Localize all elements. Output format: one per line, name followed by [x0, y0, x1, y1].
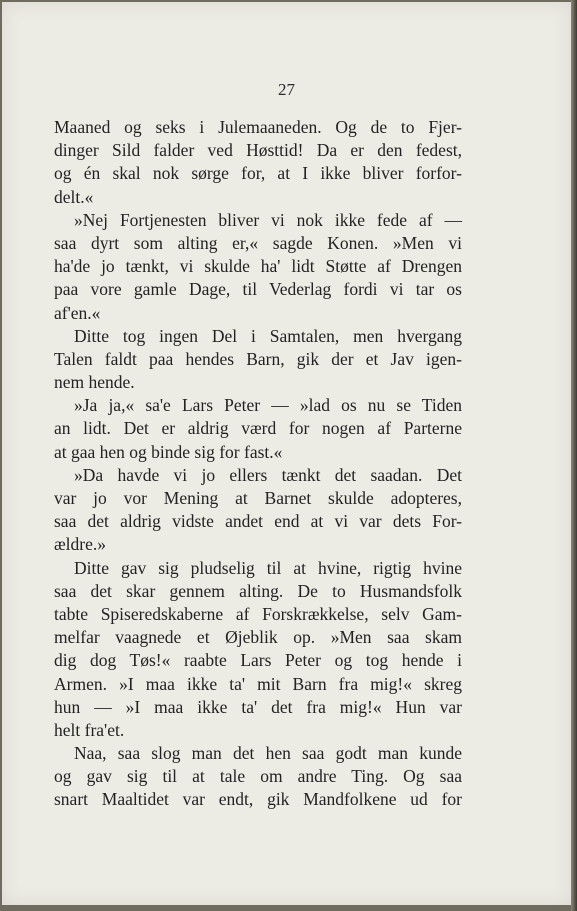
text-line: dig dog Tøs!« raabte Lars Peter og tog hende i: [54, 650, 462, 671]
text-line: »Nej Fortjenesten bliver vi nok ikke fede af —: [74, 209, 462, 230]
text-line: delt.«: [54, 186, 94, 207]
text-line: an lidt. Det er aldrig værd for nogen af Parterne: [54, 418, 462, 439]
text-line: Armen. »I maa ikke ta' mit Barn fra mig!« skreg: [54, 673, 462, 694]
page-edge-shadow: [571, 0, 577, 911]
page-number: 27: [278, 80, 295, 99]
text-line: Ditte gav sig pludselig til at hvine, rigtig hvine: [74, 557, 462, 578]
text-line: nem hende.: [54, 372, 135, 393]
text-line: »Ja ja,« sa'e Lars Peter — »lad os nu se Tiden: [74, 395, 462, 416]
text-line: ha'de jo tænkt, vi skulde ha' lidt Støtte af Drengen: [54, 256, 462, 277]
text-line: Maaned og seks i Julemaaneden. Og de to Fjer-: [54, 117, 462, 137]
text-line: ældre.»: [54, 534, 107, 555]
text-line: af'en.«: [54, 302, 101, 323]
text-line: dinger Sild falder ved Høsttid! Da er den fedest,: [54, 140, 462, 161]
text-line: Ditte tog ingen Del i Samtalen, men hvergang: [74, 325, 462, 346]
text-line: Naa, saa slog man det hen saa godt man kunde: [74, 743, 462, 764]
text-line: »Da havde vi jo ellers tænkt det saadan. Det: [74, 464, 462, 485]
text-line: saa dyrt som alting er,« sagde Konen. »Men vi: [54, 232, 462, 253]
text-line: snart Maaltidet var endt, gik Mandfolkene ud for: [54, 789, 462, 810]
text-line: melfar vaagnede et Øjeblik op. »Men saa skam: [54, 627, 462, 648]
text-line: tabte Spiseredskaberne af Forskrækkelse, selv Gam-: [54, 603, 462, 624]
book-page: [2, 2, 571, 905]
text-line: Talen faldt paa hendes Barn, gik der et Jav igen-: [54, 348, 462, 369]
text-line: paa vore gamle Dage, til Vederlag fordi vi tar os: [54, 279, 462, 300]
text-line: at gaa hen og binde sig for fast.«: [54, 441, 283, 462]
body-text: [54, 116, 462, 812]
text-line: saa det skar gennem alting. De to Husmandsfolk: [54, 580, 462, 601]
text-line: hun — »I maa ikke ta' det fra mig!« Hun var: [54, 696, 462, 717]
text-line: og gav sig til at tale om andre Ting. Og saa: [54, 766, 462, 787]
text-line: saa det aldrig vidste andet end at vi var dets For-: [54, 511, 462, 532]
text-line: helt fra'et.: [54, 719, 125, 740]
text-line: var jo vor Mening at Barnet skulde adopteres,: [54, 488, 462, 508]
text-line: og én skal nok sørge for, at I ikke bliver forfor-: [54, 163, 462, 184]
